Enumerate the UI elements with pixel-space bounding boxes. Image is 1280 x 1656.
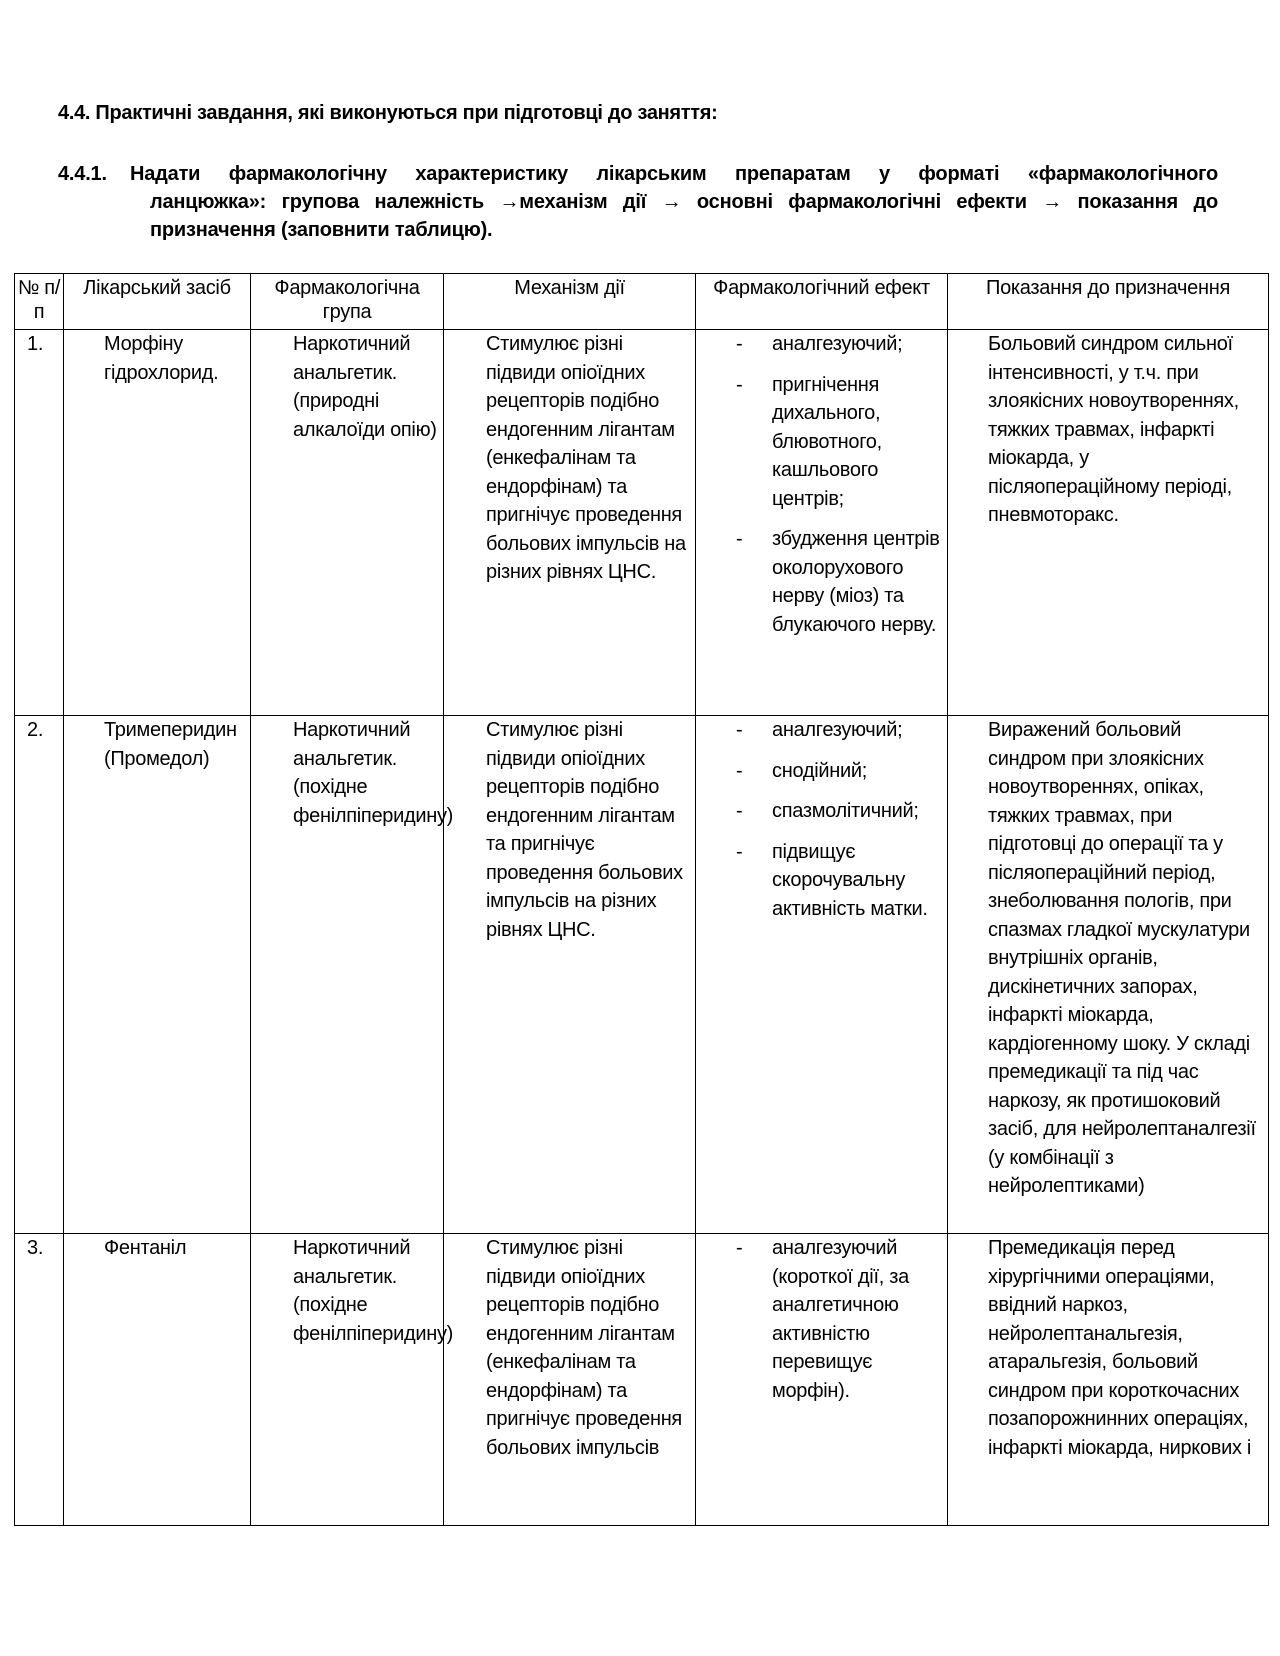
table-row — [15, 1234, 1269, 1526]
section-heading: 4.4. Практичні завдання, які виконуються при підготовці до заняття: — [58, 102, 718, 124]
effect-item: - снодійний; — [736, 757, 947, 786]
effects-cell — [696, 716, 948, 1234]
effect-item: - аналгезуючий; — [736, 330, 947, 359]
effect-item: - спазмолітичний; — [736, 797, 947, 826]
indications: Больовий синдром сильної інтенсивності, у т.ч. при злоякісних новоутвореннях, тяжких травмах, інфаркті міокарда, у післяопераційному періоді, пневмоторакс. — [948, 330, 1269, 716]
task-text-line-1: Надати фармакологічну характеристику лікарським препаратам у форматі «фармакологічного — [130, 163, 1218, 185]
header-effect: Фармакологічний ефект — [696, 274, 948, 330]
drug-group: Наркотичний анальгетик. (природні алкалоїди опію) — [251, 330, 444, 716]
mechanism: Стимулює різні підвиди опіоїдних рецепторів подібно ендогенним лігантам (енкефалінам та ендорфінам) та пригнічує проведення больових імпульсів — [444, 1234, 696, 1526]
mechanism: Стимулює різні підвиди опіоїдних рецепторів подібно ендогенним лігантам та пригнічує проведення больових імпульсів на різних рівнях ЦНС. — [444, 716, 696, 1234]
header-indications: Показання до призначення — [948, 274, 1269, 330]
task-text-line-2: ланцюжка»: групова належність →механізм дії → основні фармакологічні ефекти → показання до — [150, 191, 1218, 213]
drug-name: Морфіну гідрохлорид. — [64, 330, 251, 716]
table-row — [15, 716, 1269, 1234]
drug-name: Тримеперидин (Промедол) — [64, 716, 251, 1234]
mechanism: Стимулює різні підвиди опіоїдних рецепторів подібно ендогенним лігантам (енкефалінам та ендорфінам) та пригнічує проведення больових імпульсів на різних рівнях ЦНС. — [444, 330, 696, 716]
effect-item: - збудження центрів околорухового нерву (міоз) та блукаючого нерву. — [736, 525, 947, 639]
drug-name: Фентаніл — [64, 1234, 251, 1526]
drugs-table — [14, 273, 1269, 1526]
effects-cell — [696, 1234, 948, 1526]
drug-group: Наркотичний анальгетик. (похідне фенілпіперидину) — [251, 716, 444, 1234]
task-text-line-3: призначення (заповнити таблицю). — [150, 219, 493, 241]
task-number: 4.4.1. — [58, 163, 107, 185]
row-number: 1. — [15, 330, 64, 716]
indications: Виражений больовий синдром при злоякісних новоутвореннях, опіках, тяжких травмах, при підготовці до операції та у післяопераційний період, знеболювання пологів, при спазмах гладкої мускулатури внутрішніх органів, дискінетичних запорах, інфаркті міокарда, кардіогенному шоку. У складі премедикації та під час наркозу, як протишоковий засіб, для нейролептаналгезії (у комбінації з нейролептиками) — [948, 716, 1269, 1234]
header-mechanism: Механізм дії — [444, 274, 696, 330]
row-number: 2. — [15, 716, 64, 1234]
effects-cell — [696, 330, 948, 716]
effect-item: - аналгезуючий (короткої дії, за аналгетичною активністю перевищує морфін). — [736, 1234, 947, 1405]
effects-list — [736, 716, 947, 923]
drug-group: Наркотичний анальгетик. (похідне фенілпіперидину) — [251, 1234, 444, 1526]
row-number: 3. — [15, 1234, 64, 1526]
effect-item: - аналгезуючий; — [736, 716, 947, 745]
table-row — [15, 330, 1269, 716]
header-group: Фармакологічна група — [251, 274, 444, 330]
header-drug: Лікарський засіб — [64, 274, 251, 330]
effect-item: - підвищує скорочувальну активність матки. — [736, 838, 947, 924]
effects-list — [736, 1234, 947, 1405]
effect-item: - пригнічення дихального, блювотного, кашльового центрів; — [736, 371, 947, 514]
table-header-row — [15, 274, 1269, 330]
header-num: № п/п — [15, 274, 64, 330]
indications: Премедикація перед хірургічними операціями, ввідний наркоз, нейролептанальгезія, атаральгезія, больовий синдром при короткочасних позапорожнинних операціях, інфаркті міокарда, ниркових і — [948, 1234, 1269, 1526]
effects-list — [736, 330, 947, 639]
